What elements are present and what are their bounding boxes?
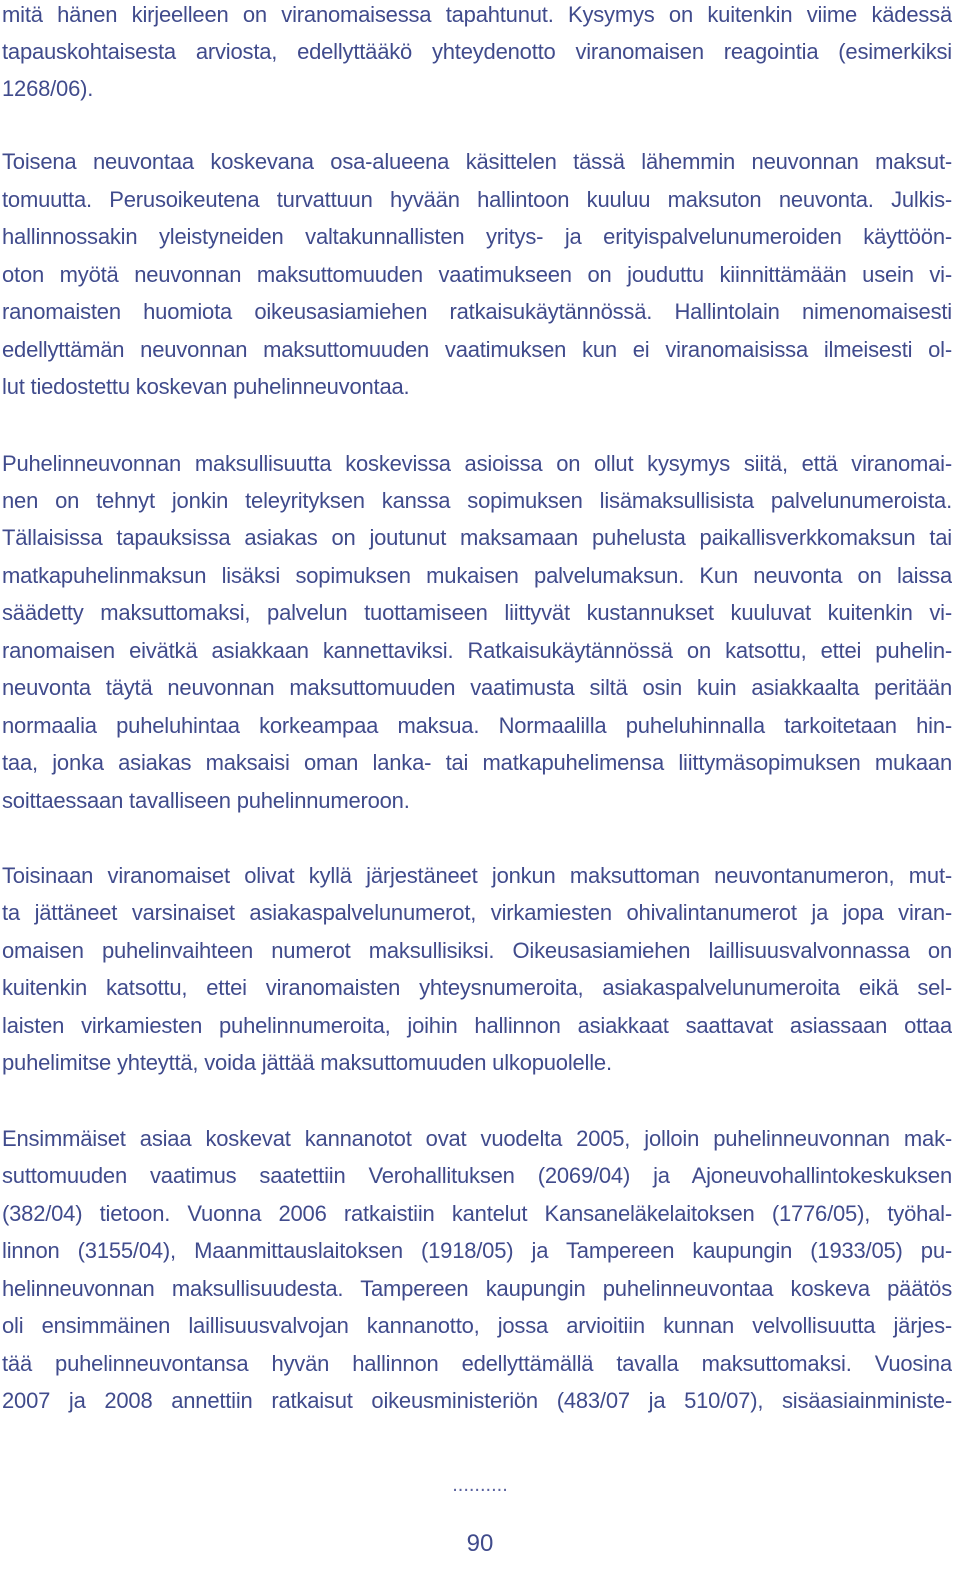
text-line: Ensimmäiset asiaa koskevat kannanotot ovat vuodelta 2005, jolloin puhelinneuvonnan mak-	[2, 1126, 952, 1151]
text-line: ta jättäneet varsinaiset asiakaspalvelunumerot, virkamiesten ohivalintanumerot ja jopa viran-	[2, 900, 952, 925]
text-line: (382/04) tietoon. Vuonna 2006 ratkaistiin kantelut Kansaneläkelaitoksen (1776/05), työhal-	[2, 1201, 952, 1226]
text-line: oton myötä neuvonnan maksuttomuuden vaatimukseen on jouduttu kiinnittämään usein vi-	[2, 262, 952, 287]
text-line: suttomuuden vaatimus saatettiin Verohallituksen (2069/04) ja Ajoneuvohallintokeskuksen	[2, 1163, 952, 1188]
text-line: lut tiedostettu koskevan puhelinneuvontaa.	[2, 374, 410, 399]
text-line: edellyttämän neuvonnan maksuttomuuden vaatimuksen kun ei viranomaisissa ilmeisesti ol-	[2, 337, 952, 362]
text-line: puhelimitse yhteyttä, voida jättää maksuttomuuden ulkopuolelle.	[2, 1050, 612, 1075]
text-line: 2007 ja 2008 annettiin ratkaisut oikeusministeriön (483/07 ja 510/07), sisäasiainministe-	[2, 1388, 952, 1413]
text-line: mitä hänen kirjeelleen on viranomaisessa tapahtunut. Kysymys on kuitenkin viime kädessä	[2, 2, 952, 27]
text-line: laisten virkamiesten puhelinnumeroita, joihin hallinnon asiakkaat saattavat asiassaan ottaa	[2, 1013, 952, 1038]
text-line: hallinnossakin yleistyneiden valtakunnallisten yritys- ja erityispalvelunumeroiden käyttöön-	[2, 224, 952, 249]
text-line: Toisinaan viranomaiset olivat kyllä järjestäneet jonkun maksuttoman neuvontanumeron, mut-	[2, 863, 952, 888]
text-line: normaalia puheluhintaa korkeampaa maksua. Normaalilla puheluhinnalla tarkoitetaan hin-	[2, 713, 952, 738]
footer-dots: ..........	[452, 1474, 508, 1496]
text-line: neuvonta täytä neuvonnan maksuttomuuden vaatimusta siltä osin kuin asiakkaalta peritään	[2, 675, 952, 700]
text-line: säädetty maksuttomaksi, palvelun tuottamiseen liittyvät kustannukset kuuluvat kuitenkin vi-	[2, 600, 952, 625]
text-line: omaisen puhelinvaihteen numerot maksullisiksi. Oikeusasiamiehen laillisuusvalvonnassa on	[2, 938, 952, 963]
text-line: nen on tehnyt jonkin teleyrityksen kanssa sopimuksen lisämaksullisista palvelunumeroista.	[2, 488, 952, 513]
text-line: oli ensimmäinen laillisuusvalvojan kannanotto, jossa arvioitiin kunnan velvollisuutta järjes-	[2, 1313, 952, 1338]
text-line: soittaessaan tavalliseen puhelinnumeroon.	[2, 788, 410, 813]
text-line: taa, jonka asiakas maksaisi oman lanka- tai matkapuhelimensa liittymäsopimuksen mukaan	[2, 750, 952, 775]
text-line: tapauskohtaisesta arviosta, edellyttääkö yhteydenotto viranomaisen reagointia (esimerkiksi	[2, 39, 952, 64]
text-line: linnon (3155/04), Maanmittauslaitoksen (1918/05) ja Tampereen kaupungin (1933/05) pu-	[2, 1238, 952, 1263]
text-line: 1268/06).	[2, 76, 94, 101]
text-line: Puhelinneuvonnan maksullisuutta koskevissa asioissa on ollut kysymys siitä, että viranomai-	[2, 451, 952, 476]
text-line: ranomaisen eivätkä asiakkaan kannettaviksi. Ratkaisukäytännössä on katsottu, ettei puhelin-	[2, 638, 952, 663]
page-number: 90	[466, 1530, 494, 1557]
text-line: helinneuvonnan maksullisuudesta. Tampereen kaupungin puhelinneuvontaa koskeva päätös	[2, 1276, 952, 1301]
text-line: tomuutta. Perusoikeutena turvattuun hyvään hallintoon kuuluu maksuton neuvonta. Julkis-	[2, 187, 952, 212]
text-line: kuitenkin katsottu, ettei viranomaisten yhteysnumeroita, asiakaspalvelunumeroita eikä sel-	[2, 975, 952, 1000]
text-line: Toisena neuvontaa koskevana osa-alueena käsittelen tässä lähemmin neuvonnan maksut-	[2, 149, 952, 174]
text-line: Tällaisissa tapauksissa asiakas on joutunut maksamaan puhelusta paikallisverkkomaksun tai	[2, 525, 952, 550]
text-line: tää puhelinneuvontansa hyvän hallinnon edellyttämällä tavalla maksuttomaksi. Vuosina	[2, 1351, 952, 1376]
text-line: matkapuhelinmaksun lisäksi sopimuksen mukaisen palvelumaksun. Kun neuvonta on laissa	[2, 563, 952, 588]
text-line: ranomaisten huomiota oikeusasiamiehen ratkaisukäytännössä. Hallintolain nimenomaisesti	[2, 299, 952, 324]
